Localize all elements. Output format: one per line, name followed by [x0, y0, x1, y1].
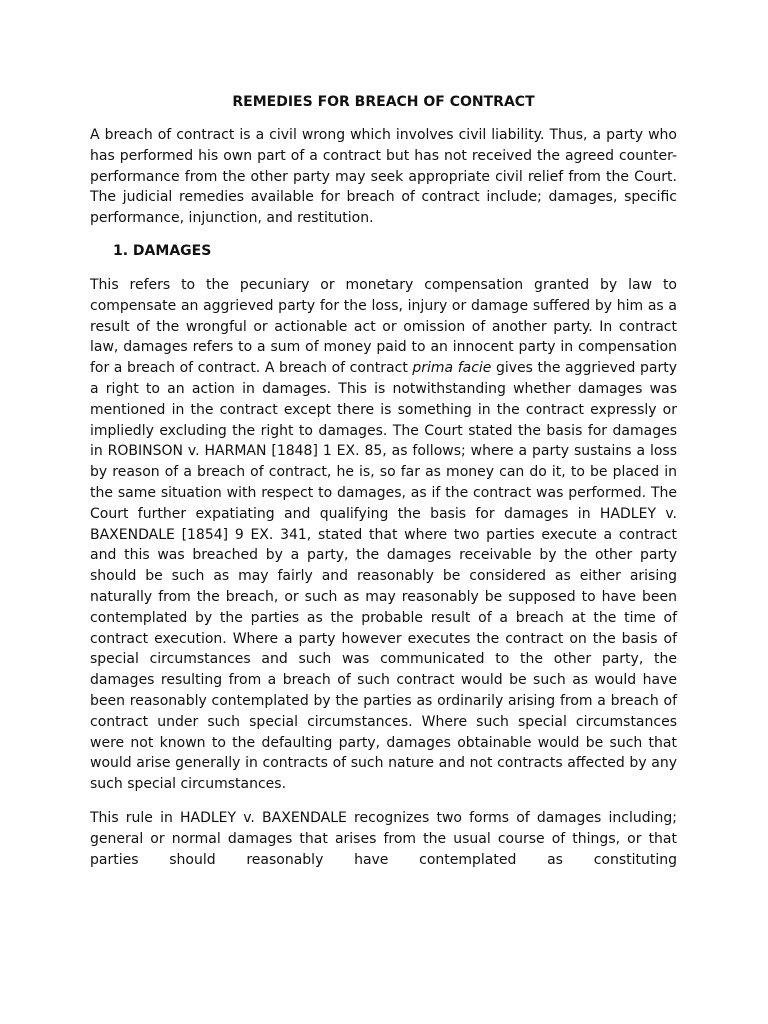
hadley-rule-paragraph [90, 808, 677, 870]
prima-facie-italic: prima facie [412, 360, 492, 377]
damages-paragraph [90, 275, 677, 795]
damages-paragraph-text-2: gives the aggrieved party a right to an action in damages. This is notwithstanding whether damages was mentioned in the contract except there is something in the contract expressly or impliedly excluding the right to damages. The Court stated the basis for damages in ROBINSON v. HARMAN [1848] 1 EX. 85, as follows; where a party sustains a loss by reason of a breach of contract, he is, so far as money can do it, to be placed in the same situation with respect to damages, as if the contract was performed. The Court further expatiating and qualifying the basis for damages in HADLEY v. BAXENDALE [1854] 9 EX. 341, stated that where two parties execute a contract and this was breached by a party, the damages receivable by the other party should be such as may fairly and reasonably be considered as either arising naturally from the breach, or such as may reasonably be supposed to have been contemplated by the parties as the probable result of a breach at the time of contract execution. Where a party however executes the contract on the basis of special circumstances and such was communicated to the other party, the damages resulting from a breach of such contract would be such as would have been reasonably contemplated by the parties as ordinarily arising from a breach of contract under such special circumstances. Where such special circumstances were not known to the defaulting party, damages obtainable would be such that would arise generally in contracts of such nature and not contracts affected by any such special circumstances. [90, 360, 678, 793]
document-page [90, 92, 677, 870]
intro-paragraph: A breach of contract is a civil wrong which involves civil liability. Thus, a party who has performed his own part of a contract but has not received the agreed counter-performance from the other party may seek appropriate civil relief from the Court. The judicial remedies available for breach of contract include; damages, specific performance, injunction, and restitution. [90, 127, 677, 227]
document-title: REMEDIES FOR BREACH OF CONTRACT [232, 94, 535, 110]
section-heading-damages: 1. DAMAGES [113, 242, 212, 259]
hadley-rule-text: This rule in HADLEY v. BAXENDALE recognizes two forms of damages including; general or normal damages that arises from the usual course of things, or that parties should reasonably have contemplated as constituting [90, 809, 677, 868]
damages-paragraph-text-1: This refers to the pecuniary or monetary compensation granted by law to compensate an aggrieved party for the loss, injury or damage suffered by him as a result of the wrongful or actionable act or omission of another party. In contract law, damages refers to a sum of money paid to an innocent party in compensation for a breach of contract. A breach of contract [90, 276, 677, 377]
